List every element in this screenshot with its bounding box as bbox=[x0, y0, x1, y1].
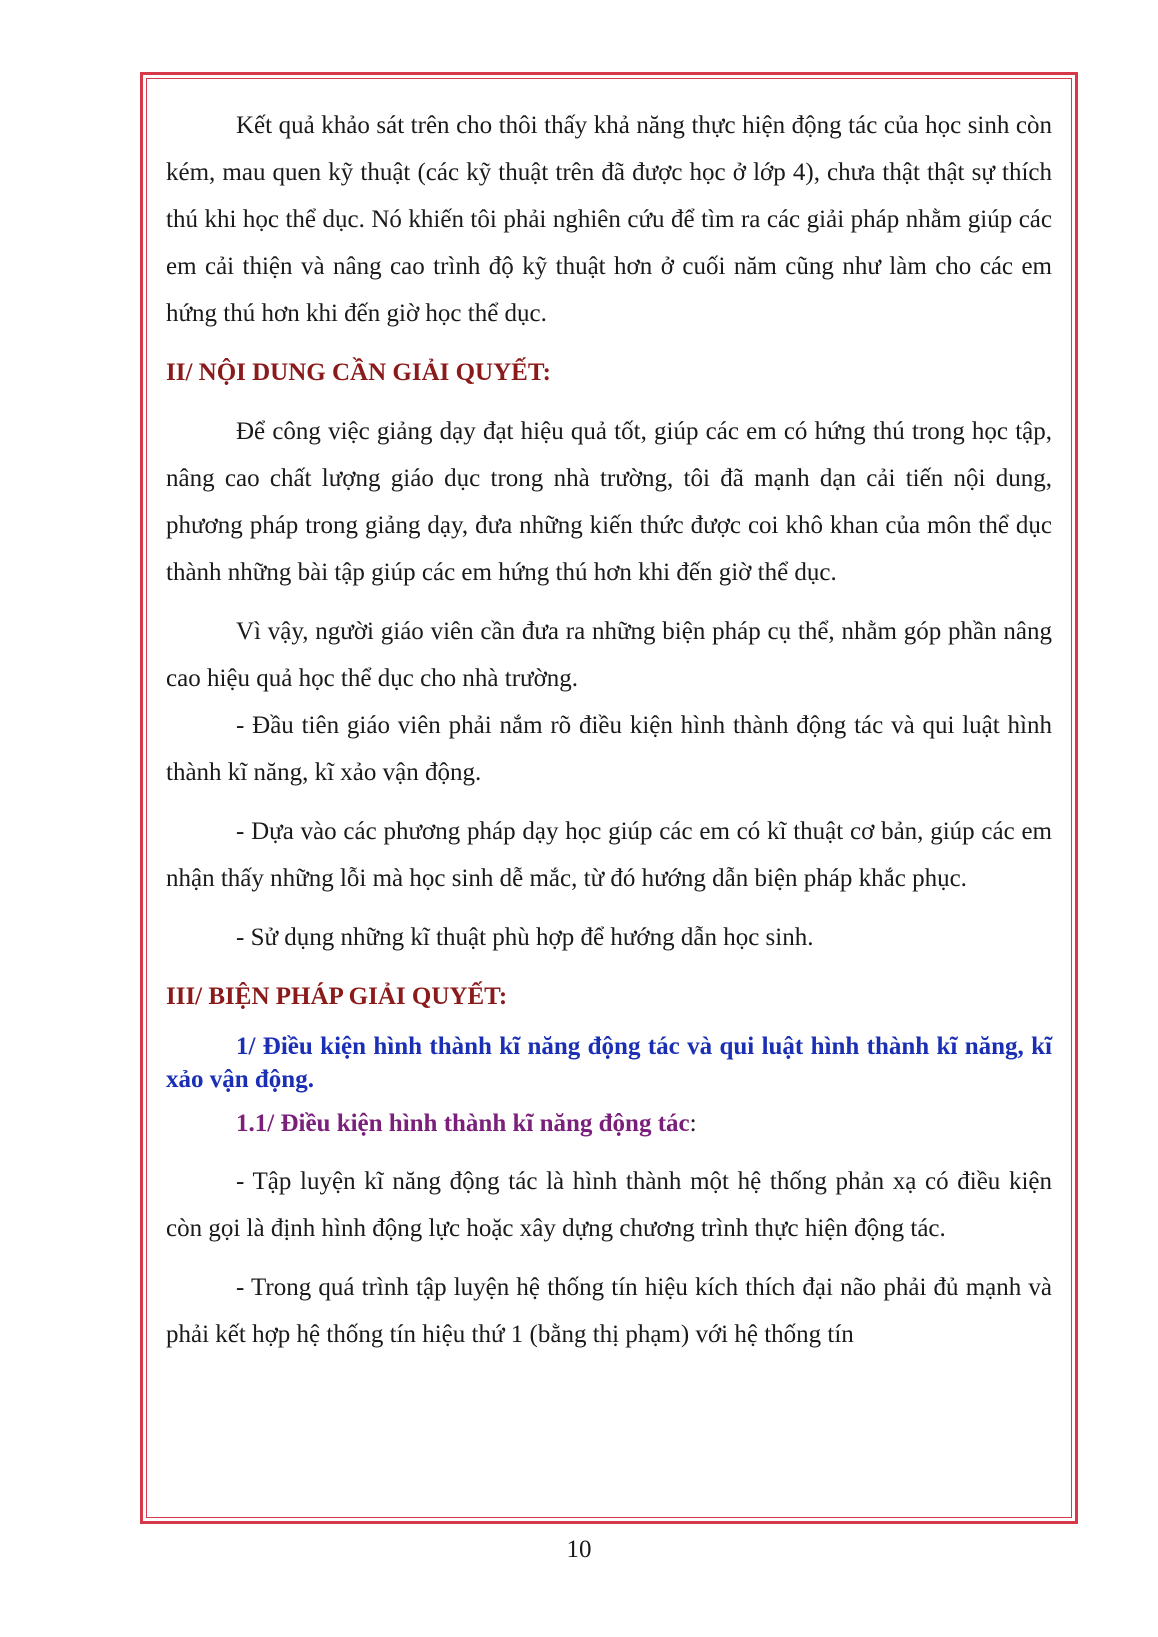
section-2-bullet-1: - Đầu tiên giáo viên phải nắm rõ điều kiện hình thành động tác và qui luật hình thành kĩ năng, kĩ xảo vận động. bbox=[166, 712, 1052, 786]
section-2-bullet-3: - Sử dụng những kĩ thuật phù hợp để hướng dẫn học sinh. bbox=[236, 924, 814, 951]
subsection-1-1-title: 1.1/ Điều kiện hình thành kĩ năng động tác bbox=[236, 1110, 690, 1137]
section-2-paragraph-1: Để công việc giảng dạy đạt hiệu quả tốt, giúp các em có hứng thú trong học tập, nâng cao chất lượng giáo dục trong nhà trường, tôi đã mạnh dạn cải tiến nội dung, phương pháp trong giảng dạy, đưa những kiến thức được coi khô khan của môn thể dục thành những bài tập giúp các em hứng thú hơn khi đến giờ thể dục. bbox=[166, 418, 1052, 586]
subsection-1-heading: 1/ Điều kiện hình thành kĩ năng động tác và qui luật hình thành kĩ năng, kĩ xảo vận động. bbox=[166, 1033, 1052, 1093]
page-number: 10 bbox=[566, 1536, 592, 1563]
section-2-paragraph-2: Vì vậy, người giáo viên cần đưa ra những biện pháp cụ thể, nhằm góp phần nâng cao hiệu quả học thể dục cho nhà trường. bbox=[166, 618, 1052, 692]
subsection-1-1-colon: : bbox=[689, 1110, 697, 1137]
section-3-paragraph-2: - Trong quá trình tập luyện hệ thống tín hiệu kích thích đại não phải đủ mạnh và phải kết hợp hệ thống tín hiệu thứ 1 (bằng thị phạm) với hệ thống tín bbox=[166, 1274, 1052, 1348]
section-3-paragraph-1: - Tập luyện kĩ năng động tác là hình thành một hệ thống phản xạ có điều kiện còn gọi là định hình động lực hoặc xây dựng chương trình thực hiện động tác. bbox=[166, 1168, 1052, 1242]
document-body bbox=[166, 102, 1052, 1358]
subsection-1-1-heading bbox=[166, 1102, 1052, 1146]
section-2-heading: II/ NỘI DUNG CẦN GIẢI QUYẾT: bbox=[166, 359, 551, 386]
intro-paragraph: Kết quả khảo sát trên cho thôi thấy khả năng thực hiện động tác của học sinh còn kém, mau quen kỹ thuật (các kỹ thuật trên đã được học ở lớp 4), chưa thật thật sự thích thú khi học thể dục. Nó khiến tôi phải nghiên cứu để tìm ra các giải pháp nhằm giúp các em cải thiện và nâng cao trình độ kỹ thuật hơn ở cuối năm cũng như làm cho các em hứng thú hơn khi đến giờ học thể dục. bbox=[166, 112, 1052, 327]
section-3-heading: III/ BIỆN PHÁP GIẢI QUYẾT: bbox=[166, 983, 508, 1010]
section-2-bullet-2: - Dựa vào các phương pháp dạy học giúp các em có kĩ thuật cơ bản, giúp các em nhận thấy những lỗi mà học sinh dễ mắc, từ đó hướng dẫn biện pháp khắc phục. bbox=[166, 818, 1052, 892]
